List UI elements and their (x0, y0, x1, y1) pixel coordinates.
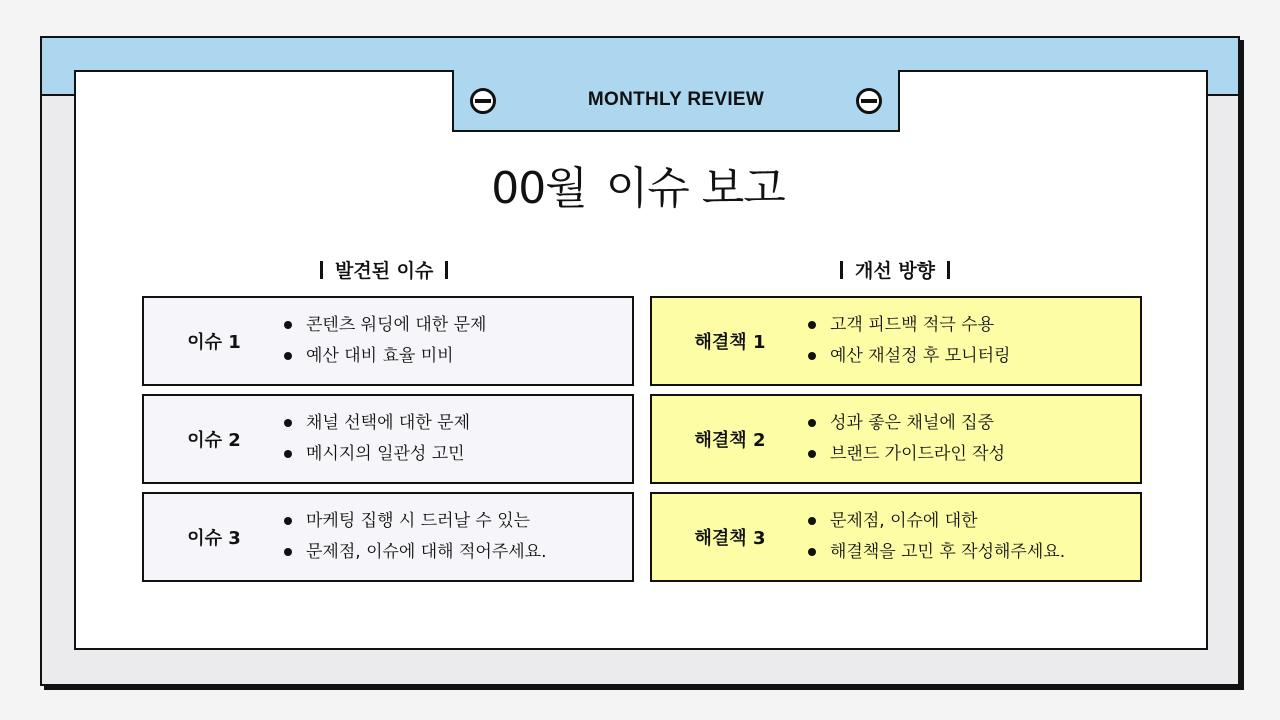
page-title (76, 152, 1206, 216)
list-item: 브랜드 가이드라인 작성 (808, 439, 1005, 470)
slide-card (74, 70, 1208, 650)
solution-label: 해결책 3 (694, 528, 766, 549)
issue-bullets (284, 408, 470, 470)
list-item: 고객 피드백 적극 수용 (808, 310, 1010, 341)
solution-row (650, 394, 1142, 484)
issue-row (142, 492, 634, 582)
list-item: 채널 선택에 대한 문제 (284, 408, 470, 439)
list-item: 메시지의 일관성 고민 (284, 439, 470, 470)
issue-label: 이슈 3 (187, 528, 241, 549)
list-item: 마케팅 집행 시 드러날 수 있는 (284, 506, 547, 537)
screw-icon (470, 88, 496, 114)
solutions-heading-label: 개선 방향 (855, 260, 936, 282)
tab-label: MONTHLY REVIEW (587, 89, 765, 110)
solution-row (650, 296, 1142, 386)
list-item: 예산 재설정 후 모니터링 (808, 341, 1010, 372)
issues-heading-label: 발견된 이슈 (335, 260, 434, 282)
issue-bullets (284, 310, 486, 372)
solution-bullets (808, 310, 1010, 372)
list-item: 콘텐츠 워딩에 대한 문제 (284, 310, 486, 341)
title-highlight: 이슈 보고 (600, 152, 791, 216)
solution-row (650, 492, 1142, 582)
solution-bullets (808, 506, 1065, 568)
solution-bullets (808, 408, 1005, 470)
bar-divider (445, 261, 448, 279)
list-item: 문제점, 이슈에 대한 (808, 506, 1065, 537)
solution-label: 해결책 1 (694, 332, 766, 353)
list-item: 문제점, 이슈에 대해 적어주세요. (284, 537, 547, 568)
issue-row (142, 296, 634, 386)
bar-divider (947, 261, 950, 279)
screw-icon (856, 88, 882, 114)
issue-label: 이슈 1 (187, 332, 241, 353)
list-item: 해결책을 고민 후 작성해주세요. (808, 537, 1065, 568)
list-item: 예산 대비 효율 미비 (284, 341, 486, 372)
issues-heading (320, 256, 448, 283)
issue-label: 이슈 2 (187, 430, 241, 451)
bar-divider (840, 261, 843, 279)
issue-row (142, 394, 634, 484)
bar-divider (320, 261, 323, 279)
list-item: 성과 좋은 채널에 집중 (808, 408, 1005, 439)
issue-bullets (284, 506, 547, 568)
solution-label: 해결책 2 (694, 430, 766, 451)
slide-frame (40, 36, 1240, 686)
solutions-heading (840, 256, 950, 283)
header-tab (452, 70, 900, 132)
title-prefix: 00월 (491, 163, 587, 214)
